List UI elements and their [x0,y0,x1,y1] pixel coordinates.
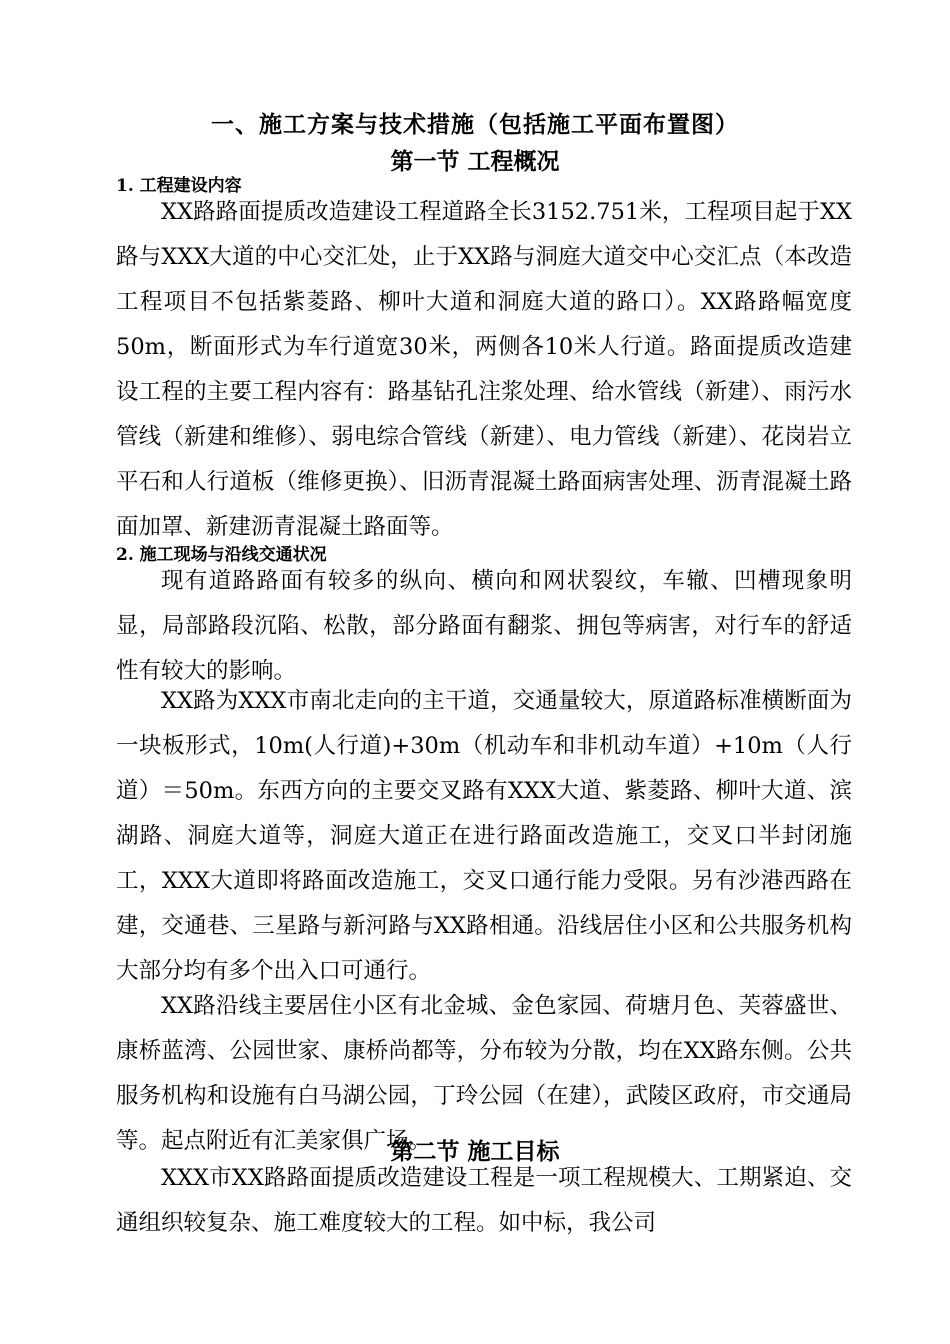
main-title: 一、施工方案与技术措施（包括施工平面布置图） [211,111,739,138]
section-title-overview: 第一节 工程概况 [390,148,560,175]
subheading-site-traffic: 2. 施工现场与沿线交通状况 [116,545,327,565]
section-title-goals: 第二节 施工目标 [390,1138,560,1165]
paragraph-goals: XXX市XX路路面提质改造建设工程是一项工程规模大、工期紧迫、交通组织较复杂、施工难度较大的工程。如中标，我公司 [116,1165,852,1236]
paragraph-road-condition: 现有道路路面有较多的纵向、横向和网状裂纹，车辙、凹槽现象明显，局部路段沉陷、松散，部分路面有翻浆、拥包等病害，对行车的舒适性有较大的影响。 [116,568,852,684]
paragraph-construction-content: XX路路面提质改造建设工程道路全长3152.751米，工程项目起于XX路与XXX大道的中心交汇处，止于XX路与洞庭大道交中心交汇点（本改造工程项目不包括紫菱路、柳叶大道和洞庭大道的路口）。XX路路幅宽度50m，断面形式为车行道宽30米，两侧各10米人行道。路面提质改造建设工程的主要工程内容有：路基钻孔注浆处理、给水管线（新建）、雨污水管线（新建和维修）、弱电综合管线（新建）、电力管线（新建）、花岗岩立平石和人行道板（维修更换）、旧沥青混凝土路面病害处理、沥青混凝土路面加罩、新建沥青混凝土路面等。 [116,199,852,540]
paragraph-traffic-status: XX路为XXX市南北走向的主干道，交通量较大，原道路标准横断面为一块板形式，10m(人行道)+30m（机动车和非机动车道）+10m（人行道）＝50m。东西方向的主要交叉路有XXX大道、紫菱路、柳叶大道、滨湖路、洞庭大道等，洞庭大道正在进行路面改造施工，交叉口半封闭施工，XXX大道即将路面改造施工，交叉口通行能力受限。另有沙港西路在建，交通巷、三星路与新河路与XX路相通。沿线居住小区和公共服务机构大部分均有多个出入口可通行。 [116,688,852,984]
paragraph-residential-areas: XX路沿线主要居住小区有北金城、金色家园、荷塘月色、芙蓉盛世、康桥蓝湾、公园世家、康桥尚都等，分布较为分散，均在XX路东侧。公共服务机构和设施有白马湖公园，丁玲公园（在建），武陵区政府，市交通局等。起点附近有汇美家俱广场。 [116,993,852,1154]
subheading-construction-content: 1. 工程建设内容 [116,176,242,196]
